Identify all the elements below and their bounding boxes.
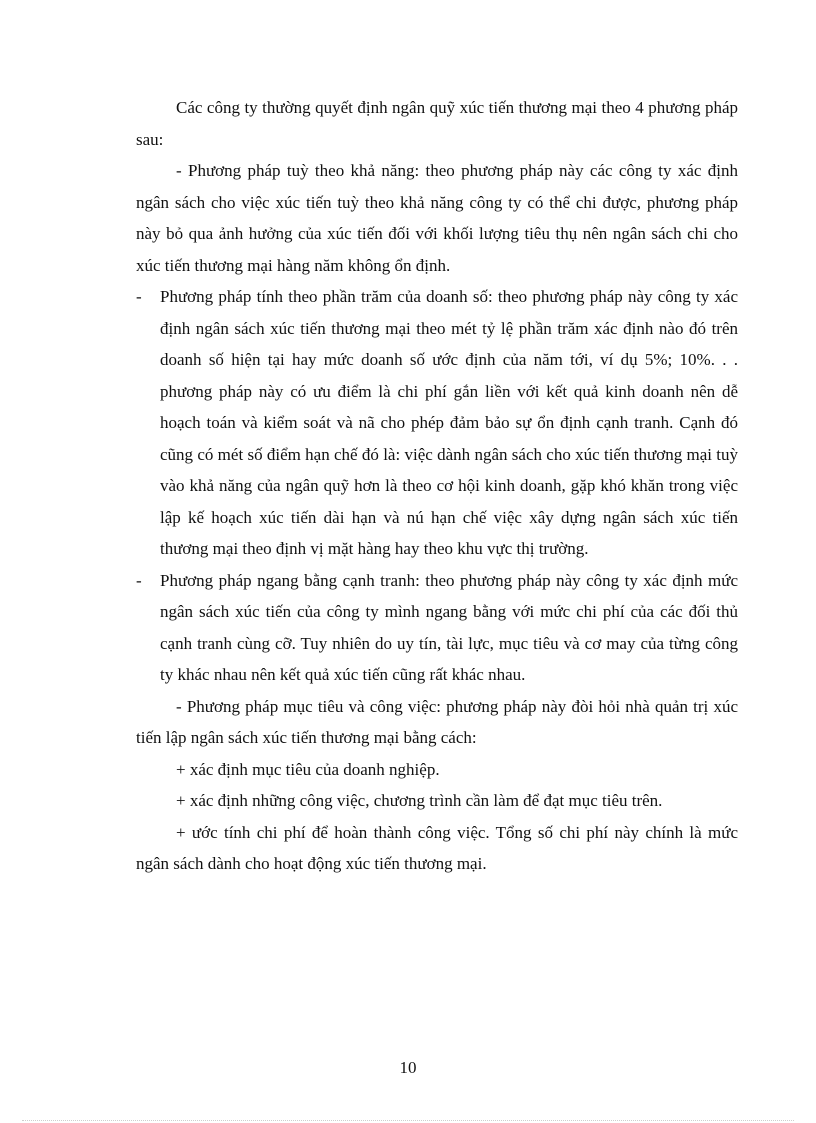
page-number: 10 (399, 1058, 417, 1077)
method-competitive-item (136, 565, 738, 691)
step-estimate-cost: + ước tính chi phí để hoàn thành công việc. Tổng số chi phí này chính là mức ngân sách dành cho hoạt động xúc tiến thương mại. (136, 822, 738, 873)
method-objective-paragraph: - Phương pháp mục tiêu và công việc: phương pháp này đòi hỏi nhà quản trị xúc tiến lập ngân sách xúc tiến thương mại bằng cách: (136, 696, 738, 747)
list-dash: - (136, 570, 142, 590)
step-define-objective: + xác định mục tiêu của doanh nghiệp. (176, 759, 440, 779)
list-dash: - (136, 287, 142, 306)
method-competitive-text: Phương pháp ngang bằng cạnh tranh: theo phương pháp này công ty xác định mức ngân sách xúc tiến của công ty mình ngang bằng với mức chi phí của các đối thủ cạnh tranh cùng cỡ. Tuy nhiên do uy tín, tài lực, mục tiêu và cơ may của từng công ty khác nhau nên kết quả xúc tiến cũng rất khác nhau. (160, 570, 738, 684)
method-percentage-item (136, 281, 738, 565)
page-bottom-divider (22, 1120, 794, 1121)
method-percentage-text: Phương pháp tính theo phần trăm của doanh số: theo phương pháp này công ty xác định ngân sách xúc tiến thương mại theo mét tỷ lệ phần trăm xác định nào đó trên doanh số hiện tại hay mức doanh số ước định của năm tới, ví dụ 5%; 10%. . . phương pháp này có ưu điểm là chi phí gắn liền với kết quả kinh doanh nên dễ hoạch toán và kiểm soát và nã cho phép đảm bảo sự ổn định cạnh tranh. Cạnh đó cũng có mét số điểm hạn chế đó là: việc dành ngân sách cho xúc tiến thương mại tuỳ vào khả năng của ngân quỹ hơn là theo cơ hội kinh doanh, gặp khó khăn trong việc lập kế hoạch xúc tiến dài hạn và nú hạn chế việc xây dựng ngân sách xúc tiến thương mại theo định vị mặt hàng hay theo khu vực thị trường. (160, 287, 738, 558)
intro-paragraph: Các công ty thường quyết định ngân quỹ xúc tiến thương mại theo 4 phương pháp sau: (136, 98, 738, 149)
method-ability-paragraph: - Phương pháp tuỳ theo khả năng: theo phương pháp này các công ty xác định ngân sách cho việc xúc tiến tuỳ theo khả năng công ty có thể chi được, phương pháp này bỏ qua ảnh hưởng của xúc tiến đối với khối lượng tiêu thụ nên ngân sách chi cho xúc tiến thương mại hàng năm không ổn định. (136, 161, 738, 275)
step-define-tasks: + xác định những công việc, chương trình cần làm để đạt mục tiêu trên. (176, 791, 663, 810)
body-text (136, 92, 738, 880)
